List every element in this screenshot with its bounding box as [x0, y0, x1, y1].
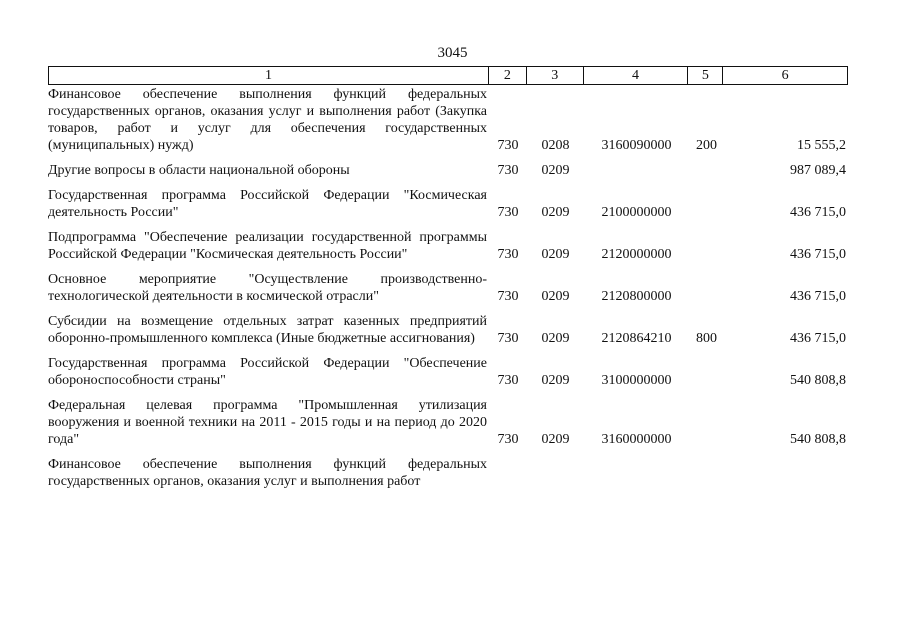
header-col-6: 6	[781, 68, 789, 83]
row-section-code: 0209	[541, 432, 570, 447]
row-expense-type: 200	[696, 138, 717, 153]
row-ministry-code: 730	[497, 247, 519, 262]
row-amount: 540 808,8	[790, 432, 846, 447]
table-row	[48, 271, 848, 305]
row-section-code: 0209	[541, 247, 570, 262]
table-row	[48, 229, 848, 263]
table-body	[48, 86, 848, 490]
row-description: Федеральная целевая программа "Промышленная утилизация вооружения и военной техники на 2011 - 2015 годы и на период до 2020 года"	[48, 398, 487, 447]
row-expense-type: 800	[696, 331, 717, 346]
row-target-code: 3100000000	[601, 373, 672, 388]
table-row	[48, 313, 848, 347]
table-row	[48, 162, 848, 179]
row-description: Субсидии на возмещение отдельных затрат казенных предприятий оборонно-промышленного комплекса (Иные бюджетные ассигнования)	[48, 314, 487, 346]
row-target-code: 2120800000	[601, 289, 672, 304]
row-amount: 436 715,0	[790, 205, 846, 220]
row-amount: 436 715,0	[790, 331, 846, 346]
header-col-1: 1	[49, 67, 489, 84]
row-ministry-code: 730	[497, 331, 519, 346]
row-description: Основное мероприятие "Осуществление производственно-технологической деятельности в космической отрасли"	[48, 272, 487, 304]
row-amount: 540 808,8	[790, 373, 846, 388]
row-ministry-code: 730	[497, 138, 519, 153]
row-section-code: 0209	[541, 373, 570, 388]
row-section-code: 0208	[541, 138, 570, 153]
row-section-code: 0209	[541, 331, 570, 346]
table-row	[48, 86, 848, 154]
row-ministry-code: 730	[497, 205, 519, 220]
row-ministry-code: 730	[497, 163, 519, 178]
row-amount: 987 089,4	[790, 163, 846, 178]
row-section-code: 0209	[541, 163, 570, 178]
header-col-3: 3	[527, 67, 584, 84]
row-ministry-code: 730	[497, 373, 519, 388]
row-description: Подпрограмма "Обеспечение реализации государственной программы Российской Федерации "Космическая деятельность России"	[48, 230, 487, 262]
table-header	[48, 66, 848, 85]
row-amount: 436 715,0	[790, 289, 846, 304]
table-row	[48, 397, 848, 448]
table-row	[48, 355, 848, 389]
row-amount: 436 715,0	[790, 247, 846, 262]
row-target-code: 2120000000	[601, 247, 672, 262]
row-target-code: 2120864210	[601, 331, 672, 346]
row-description: Государственная программа Российской Федерации "Обеспечение обороноспособности страны"	[48, 356, 487, 388]
header-col-4: 4	[584, 67, 689, 84]
table-row	[48, 187, 848, 221]
row-description: Другие вопросы в области национальной обороны	[48, 163, 350, 178]
header-col-2: 2	[489, 67, 527, 84]
row-target-code: 3160090000	[601, 138, 672, 153]
header-col-5: 5	[688, 67, 723, 84]
row-section-code: 0209	[541, 205, 570, 220]
row-section-code: 0209	[541, 289, 570, 304]
budget-table	[48, 66, 848, 498]
row-description: Финансовое обеспечение выполнения функций федеральных государственных органов, оказания услуг и выполнения работ (Закупка товаров, работ и услуг для обеспечения государственных (муниципальных) нужд)	[48, 87, 487, 153]
row-description: Государственная программа Российской Федерации "Космическая деятельность России"	[48, 188, 487, 220]
row-target-code: 3160000000	[601, 432, 672, 447]
row-ministry-code: 730	[497, 289, 519, 304]
table-row	[48, 456, 848, 490]
row-amount: 15 555,2	[797, 138, 846, 153]
row-ministry-code: 730	[497, 432, 519, 447]
row-description: Финансовое обеспечение выполнения функций федеральных государственных органов, оказания услуг и выполнения работ	[48, 457, 487, 489]
row-target-code: 2100000000	[601, 205, 672, 220]
page-number: 3045	[437, 45, 468, 61]
